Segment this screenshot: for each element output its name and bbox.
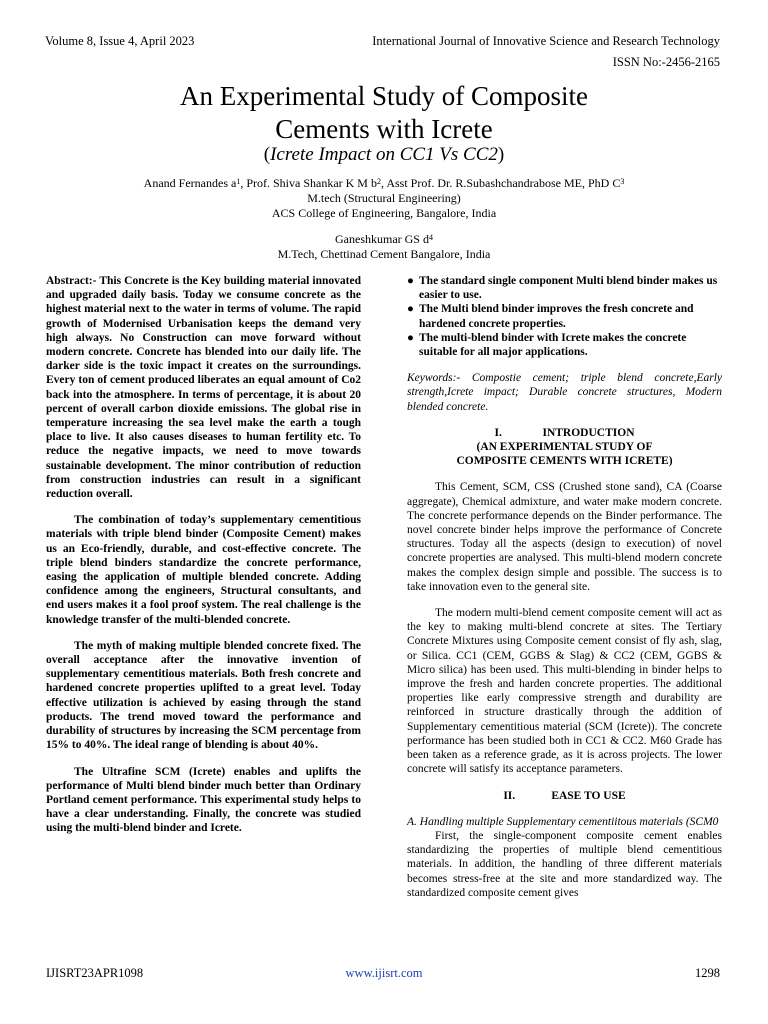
section-title: EASE TO USE: [551, 789, 626, 802]
subtitle-close-paren: ): [497, 144, 505, 165]
bullet-text: The standard single component Multi blend binder makes us easier to use.: [419, 275, 718, 302]
list-item: [407, 331, 722, 359]
subtitle-text: Icrete Impact on CC1 Vs CC2: [270, 144, 498, 165]
author-4-affil: 4: [428, 233, 433, 242]
list-item: [407, 274, 722, 302]
author-3-affil: 3: [620, 177, 625, 186]
author-1-affil: 1: [236, 177, 241, 186]
section-number: I.: [494, 426, 502, 439]
footer-website-link[interactable]: www.ijisrt.com: [345, 966, 423, 980]
author-2: , Prof. Shiva Shankar K M b: [240, 176, 377, 190]
section-heading-introduction: [407, 426, 722, 469]
author-degree: M.tech (Structural Engineering): [307, 191, 461, 205]
body-paragraph-ultrafine: The Ultrafine SCM (Icrete) enables and uplifts the performance of Multi blend binder much better than Ordinary Portland cement performance. This experimental study helps to have a clear understanding. Finally, the concrete was studied using the multi-blend binder and Icrete.: [46, 765, 361, 835]
section-title: INTRODUCTION: [542, 426, 635, 439]
bullet-icon: ●: [407, 303, 414, 316]
author-2-affil: 2: [376, 177, 381, 186]
left-column: [46, 274, 361, 836]
footer-page-number: 1298: [695, 966, 720, 980]
running-header-journal: International Journal of Innovative Science and Research Technology: [372, 34, 720, 48]
author-affiliation-2: M.Tech, Chettinad Cement Bangalore, India: [277, 247, 491, 261]
author-affiliation-1: ACS College of Engineering, Bangalore, India: [271, 206, 497, 220]
paper-title: [0, 80, 768, 146]
author-block-2: [0, 232, 768, 262]
bullet-list: [407, 274, 722, 359]
subsection-heading: A. Handling multiple Supplementary cementiitous materials (SCM0: [407, 815, 719, 828]
body-paragraph-myth: The myth of making multiple blended concrete fixed. The overall acceptance after the innovative invention of supplementary cementitious materials. Both fresh concrete and hardened concrete properties uplifted to a great level. Today effective utilization is achieved by easing through the stand products. The trend moved toward the performance and durability of structures by increasing the SCM percentage from 15% to 40%. The ideal range of blending is about 40%.: [46, 639, 361, 752]
author-4: Ganeshkumar GS d: [335, 232, 429, 246]
bullet-text: The multi-blend binder with Icrete makes the concrete suitable for all major applications.: [419, 331, 687, 359]
bullet-icon: ●: [407, 275, 414, 287]
author-names: [0, 176, 768, 191]
section-heading-ease-to-use: [407, 789, 722, 803]
abstract-paragraph: Abstract:- This Concrete is the Key building material innovated and upgraded daily basis. Today we consume concrete as the highest material next to the water in terms of volume. The rapid growth of Modernised Urbanisation keeps the demand very high always. No Construction can move forward without modern concrete. Concrete has blended into our daily life. The darker side is the toxic impact it creates on the surroundings. Every ton of cement produced liberates an equal amount of Co2 back into the atmosphere. In terms of percentage, it is about 20 percent of overall carbon dioxide emissions. The global rise in temperature increasing the sea level make the earth a tough place to live. It also causes diseases to human fertility etc. To reduce the negative impacts, we need to move towards sustainable development. The minor contribution of reduction from construction industries can result in a significant reduction overall.: [46, 275, 361, 501]
paper-title-line-1: An Experimental Study of Composite: [180, 81, 588, 111]
issn-number: ISSN No:-2456-2165: [612, 55, 720, 69]
author-4-line: [0, 232, 768, 247]
body-paragraph-combination: The combination of today’s supplementary cementitious materials with triple blend binder (Composite Cement) makes us an Eco-friendly, durable, and cost-effective concrete. The triple blend binders standardize the concrete performance, easing the application of multiple blended concrete. Adding confidence among the engineers, Structural consultants, and end users makes it a fool proof system. The real challenge is the knowledge transfer of the multi-blended concrete.: [46, 514, 361, 626]
subtitle-open-paren: (: [263, 144, 271, 165]
intro-paragraph-2: The modern multi-blend cement composite cement will act as the key to making multi-blend concrete at sites. The Tertiary Concrete Mixtures using Composite cement consist of fly ash, slag, or Silica. CC1 (CEM, GGBS & Slag) & CC2 (CEM, GGBS & Micro silica) has been used. This multi-blending in binder helps to improve the fresh and harden concrete properties. The additional properties like early compressive strength and durability are reinforced in structure drastically through the addition of Supplementary cementitious material (SCM (Icrete)). The concrete performance has been studied both in CC1 & CC2. M60 Grade has been taken as a reference grade, as it is across projects. The lower concrete will satisfy its acceptance parameters.: [407, 607, 722, 776]
keywords: Keywords:- Compostie cement; triple blend concrete,Early strength,Icrete impact; Durable concrete structures, Modern blended concrete.: [407, 372, 722, 413]
bullet-icon: ●: [407, 331, 414, 344]
footer-paper-id: IJISRT23APR1098: [46, 966, 144, 980]
section-subtitle-line-1: (AN EXPERIMENTAL STUDY OF: [476, 441, 653, 454]
author-block-1: [0, 176, 768, 221]
paper-title-line-2: Cements with Icrete: [275, 114, 493, 144]
right-column: [407, 274, 722, 900]
paper-subtitle: [0, 144, 768, 166]
section-subtitle-line-2: COMPOSITE CEMENTS WITH ICRETE): [456, 455, 673, 468]
section-number: II.: [503, 789, 516, 802]
running-header-volume: Volume 8, Issue 4, April 2023: [45, 34, 195, 48]
ease-paragraph-1: First, the single-component composite cement enables standardizing the properties of multiple blend cementitious materials. In addition, the handling of three different materials becomes stress-free at the site and more standardized way. The standardized composite cement gives: [407, 829, 722, 899]
intro-paragraph-1: This Cement, SCM, CSS (Crushed stone sand), CA (Coarse aggregate), Chemical admixture, and water make modern concrete. The concrete performance depends on the Binder performance. The novel concrete binder helps improve the performance of Concrete structures. Today all the aspects (design to execution) of novel concrete properties are analysed. This multi-blend modern concrete makes the complex design simple and possible. The success is to take innovation even to the general site.: [407, 481, 722, 593]
list-item: [407, 302, 722, 330]
author-3: , Asst Prof. Dr. R.Subashchandrabose ME, PhD C: [380, 176, 621, 190]
bullet-text: The Multi blend binder improves the fresh concrete and hardened concrete properties.: [419, 303, 694, 330]
author-1: Anand Fernandes a: [143, 176, 237, 190]
